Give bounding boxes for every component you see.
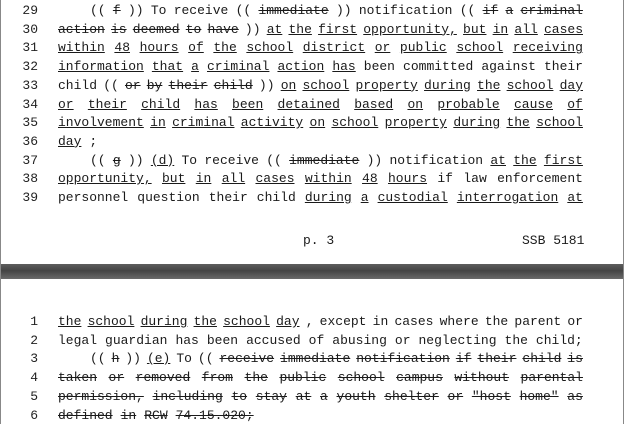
line-text	[58, 312, 583, 331]
line-text	[58, 38, 583, 57]
struck-word: action	[58, 21, 105, 37]
inserted-word: district	[302, 40, 366, 56]
inserted-word: action	[277, 59, 325, 75]
line-text	[58, 57, 583, 76]
struck-word: or	[124, 77, 141, 93]
struck-word: permission,	[58, 388, 144, 404]
inserted-word: (e)	[146, 351, 171, 367]
struck-word: if	[455, 351, 472, 367]
line-number: 34	[22, 96, 38, 112]
inserted-word: school	[536, 115, 583, 131]
inserted-word: all	[221, 171, 246, 187]
inserted-word: 48	[114, 40, 130, 56]
struck-word: child	[522, 351, 562, 367]
text-line	[0, 312, 624, 331]
line-number: 30	[22, 21, 38, 37]
line-text	[58, 169, 583, 188]
inserted-word: child	[141, 96, 181, 112]
word: ((	[90, 351, 106, 367]
inserted-word: school	[456, 40, 504, 56]
line-text	[58, 95, 583, 114]
line-number: 38	[22, 171, 38, 187]
inserted-word: or	[58, 96, 74, 112]
struck-word: child	[213, 77, 253, 93]
inserted-word: property	[384, 115, 447, 131]
struck-word: immediate	[289, 152, 360, 168]
inserted-word: the	[477, 77, 501, 93]
word: To	[150, 3, 167, 18]
inserted-word: cases	[543, 21, 583, 37]
word: notification	[389, 152, 484, 168]
word: if	[437, 171, 453, 187]
word: legal	[58, 332, 98, 348]
inserted-word: hours	[388, 171, 428, 187]
line-text	[58, 368, 583, 387]
line-number: 37	[22, 152, 38, 168]
inserted-word: the	[58, 314, 82, 329]
word: parent	[514, 314, 562, 329]
line-number: 1	[30, 314, 38, 329]
inserted-word: a	[360, 190, 369, 205]
text-line	[0, 151, 624, 170]
word: ))	[366, 152, 383, 168]
inserted-word: 48	[362, 171, 378, 187]
struck-word: parental	[520, 370, 583, 386]
struck-word: notification	[356, 351, 450, 367]
struck-word: 74.15.020;	[175, 407, 254, 423]
struck-word: youth	[336, 388, 376, 404]
inserted-word: during	[453, 115, 501, 131]
text-line	[0, 57, 624, 76]
word: ))	[125, 351, 141, 367]
inserted-word: in	[492, 21, 509, 37]
inserted-word: interrogation	[456, 190, 559, 205]
struck-word: including	[152, 388, 223, 404]
inserted-word: public	[399, 40, 447, 56]
word: in	[372, 314, 389, 329]
struck-word: a	[320, 388, 328, 404]
struck-word: stay	[255, 388, 287, 404]
word: To	[181, 152, 198, 168]
inserted-word: of	[188, 40, 204, 56]
inserted-word: on	[280, 77, 297, 93]
struck-word: public	[279, 370, 327, 386]
word: notification	[358, 3, 453, 18]
inserted-word: day	[58, 133, 82, 149]
word: ,	[305, 314, 314, 329]
line-number: 3	[30, 351, 38, 367]
struck-word: their	[168, 77, 208, 93]
inserted-word: day	[559, 77, 583, 93]
inserted-word: but	[463, 21, 487, 37]
word: ))	[127, 3, 144, 18]
inserted-word: activity	[240, 115, 304, 131]
line-text	[90, 151, 583, 170]
struck-word: a	[505, 3, 514, 18]
word: has	[175, 332, 199, 348]
inserted-word: in	[150, 115, 166, 131]
word: or	[567, 314, 583, 329]
bill-identifier: SSB 5181	[522, 233, 585, 248]
inserted-word: hours	[139, 40, 179, 56]
word: ))	[335, 3, 352, 18]
struck-word: campus	[396, 370, 443, 386]
word: personnel	[58, 190, 129, 205]
inserted-word: the	[288, 21, 312, 37]
inserted-word: criminal	[207, 59, 270, 75]
word: been	[206, 332, 239, 348]
line-number: 33	[22, 77, 38, 93]
inserted-word: in	[195, 171, 212, 187]
word: except	[319, 314, 367, 329]
inserted-word: the	[513, 152, 537, 168]
word: ((	[90, 152, 106, 168]
line-text	[58, 387, 583, 406]
inserted-word: criminal	[172, 115, 235, 131]
word: accused	[246, 332, 301, 348]
struck-word: taken	[58, 370, 98, 386]
text-line	[0, 406, 624, 424]
inserted-word: on	[309, 115, 326, 131]
struck-word: is	[567, 351, 583, 367]
inserted-word: or	[374, 40, 391, 56]
word: ))	[127, 152, 144, 168]
struck-word: RCW	[144, 407, 168, 423]
line-text	[58, 188, 583, 207]
struck-word: or	[447, 388, 464, 404]
struck-word: in	[120, 407, 137, 423]
struck-word: defined	[58, 407, 113, 423]
word: or	[394, 332, 411, 348]
word: guardian	[105, 332, 168, 348]
struck-word: if	[482, 3, 499, 18]
inserted-word: during	[424, 77, 471, 93]
struck-word: removed	[135, 370, 191, 386]
struck-word: immediate	[280, 351, 351, 367]
struck-word: deemed	[132, 21, 180, 37]
inserted-word: cause	[513, 96, 553, 112]
text-line	[0, 20, 624, 39]
inserted-word: their	[87, 96, 127, 112]
struck-word: to	[231, 388, 248, 404]
word: where	[439, 314, 479, 329]
word: against	[481, 59, 536, 75]
word: ((	[90, 3, 106, 18]
text-line	[0, 188, 624, 207]
word: the	[504, 332, 528, 348]
struck-word: from	[201, 370, 233, 386]
inserted-word: first	[543, 152, 583, 168]
struck-word: "host	[471, 388, 511, 404]
word: their	[208, 190, 248, 205]
word: committed	[403, 59, 474, 75]
inserted-word: school	[302, 77, 350, 93]
text-line	[0, 38, 624, 57]
inserted-word: school	[506, 77, 554, 93]
word: To	[176, 351, 192, 367]
word: law	[463, 171, 487, 187]
struck-word: receive	[219, 351, 275, 367]
line-number: 32	[22, 59, 38, 75]
struck-word: is	[110, 21, 127, 37]
inserted-word: the	[506, 115, 530, 131]
viewer-frame-left	[0, 0, 1, 424]
word: ))	[244, 21, 261, 37]
line-number: 39	[22, 190, 38, 205]
text-line	[0, 331, 624, 350]
inserted-word: at	[490, 152, 506, 168]
struck-word: school	[337, 370, 385, 386]
word: neglecting	[418, 332, 497, 348]
word: ))	[258, 77, 275, 93]
inserted-word: all	[514, 21, 538, 37]
word: cases	[394, 314, 434, 329]
inserted-word: school	[331, 115, 379, 131]
line-text	[58, 132, 583, 151]
text-line	[0, 169, 624, 188]
inserted-word: cases	[255, 171, 295, 187]
inserted-word: custodial	[377, 190, 448, 205]
page-separator	[0, 264, 624, 279]
line-text	[90, 349, 583, 368]
word: been	[363, 59, 395, 75]
inserted-word: during	[304, 190, 352, 205]
inserted-word: but	[161, 171, 186, 187]
word: ((	[235, 3, 252, 18]
word: ((	[459, 3, 476, 18]
struck-word: to	[185, 21, 202, 37]
bill-page-4	[0, 279, 624, 424]
inserted-word: on	[407, 96, 424, 112]
line-number: 31	[22, 40, 38, 56]
line-number: 5	[30, 388, 38, 404]
inserted-word: involvement	[58, 115, 144, 131]
word: ((	[197, 351, 214, 367]
inserted-word: during	[140, 314, 188, 329]
inserted-word: based	[354, 96, 394, 112]
inserted-word: opportunity,	[58, 171, 152, 187]
line-text	[58, 76, 583, 95]
text-line	[0, 349, 624, 368]
inserted-word: detained	[277, 96, 340, 112]
inserted-word: probable	[437, 96, 500, 112]
struck-word: their	[477, 351, 517, 367]
word: enforcement	[497, 171, 583, 187]
inserted-word: a	[191, 59, 199, 75]
struck-word: f	[112, 3, 121, 18]
inserted-word: within	[58, 40, 105, 56]
word: child	[58, 77, 98, 93]
word: receive	[173, 3, 229, 18]
line-number: 4	[30, 370, 38, 386]
word: child	[256, 190, 296, 205]
struck-word: or	[108, 370, 125, 386]
word: ((	[103, 77, 119, 93]
inserted-word: school	[246, 40, 294, 56]
inserted-word: (d)	[150, 152, 175, 168]
inserted-word: that	[151, 59, 184, 75]
inserted-word: school	[223, 314, 270, 329]
inserted-word: has	[194, 96, 218, 112]
struck-word: criminal	[520, 3, 583, 18]
word: of	[308, 332, 325, 348]
inserted-word: has	[332, 59, 356, 75]
struck-word: shelter	[384, 388, 439, 404]
inserted-word: of	[567, 96, 583, 112]
struck-word: h	[111, 351, 120, 367]
struck-word: have	[207, 21, 239, 37]
inserted-word: the	[193, 314, 217, 329]
inserted-word: the	[213, 40, 237, 56]
inserted-word: school	[87, 314, 135, 329]
inserted-word: within	[304, 171, 352, 187]
inserted-word: first	[318, 21, 358, 37]
word: abusing	[332, 332, 387, 348]
line-number: 29	[22, 3, 38, 18]
inserted-word: information	[58, 59, 144, 75]
word: the	[484, 314, 509, 329]
word: child;	[535, 332, 583, 348]
line-text	[58, 113, 583, 132]
struck-word: immediate	[258, 3, 329, 18]
line-text	[58, 20, 583, 39]
word: ;	[89, 133, 98, 149]
struck-word: as	[567, 388, 583, 404]
inserted-word: receiving	[512, 40, 583, 56]
line-text	[58, 331, 583, 350]
text-line	[0, 387, 624, 406]
line-number: 2	[30, 332, 38, 348]
struck-word: by	[146, 77, 163, 93]
text-line	[0, 132, 624, 151]
text-line	[0, 368, 624, 387]
inserted-word: been	[232, 96, 264, 112]
text-line	[0, 113, 624, 132]
inserted-word: at	[567, 190, 583, 205]
inserted-word: property	[355, 77, 418, 93]
line-number: 35	[22, 115, 38, 131]
inserted-word: at	[266, 21, 283, 37]
word: ((	[266, 152, 282, 168]
line-text	[58, 406, 583, 424]
struck-word: home"	[519, 388, 559, 404]
line-number: 36	[22, 133, 38, 149]
text-line	[0, 1, 624, 20]
line-text	[90, 1, 583, 20]
word: question	[137, 190, 200, 205]
text-line	[0, 76, 624, 95]
struck-word: the	[244, 370, 268, 386]
inserted-word: opportunity,	[363, 21, 457, 37]
word: their	[543, 59, 583, 75]
struck-word: at	[295, 388, 312, 404]
struck-word: without	[454, 370, 510, 386]
word: receive	[204, 152, 259, 168]
text-line	[0, 95, 624, 114]
page-number: p. 3	[303, 233, 335, 248]
line-number: 6	[30, 407, 38, 423]
inserted-word: day	[276, 314, 300, 329]
struck-word: g	[112, 152, 121, 168]
